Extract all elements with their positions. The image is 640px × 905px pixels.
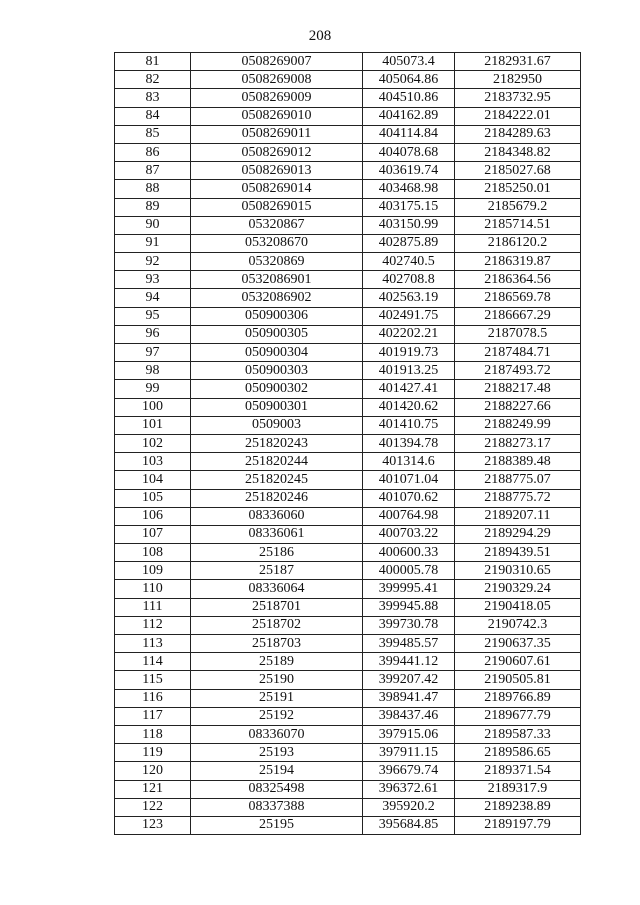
point-number-cell: 122	[115, 798, 191, 816]
point-number-cell: 101	[115, 416, 191, 434]
y-coordinate-cell: 2186364.56	[455, 271, 581, 289]
table-row	[115, 53, 581, 71]
y-coordinate-cell: 2184348.82	[455, 143, 581, 161]
point-number-cell: 120	[115, 762, 191, 780]
table-row	[115, 653, 581, 671]
x-coordinate-cell: 401420.62	[363, 398, 455, 416]
point-id-cell: 0532086901	[191, 271, 363, 289]
table-row	[115, 107, 581, 125]
y-coordinate-cell: 2182931.67	[455, 53, 581, 71]
x-coordinate-cell: 403150.99	[363, 216, 455, 234]
y-coordinate-cell: 2189439.51	[455, 544, 581, 562]
coordinates-table-body	[115, 53, 581, 835]
y-coordinate-cell: 2188389.48	[455, 453, 581, 471]
table-row	[115, 598, 581, 616]
x-coordinate-cell: 401919.73	[363, 344, 455, 362]
table-row	[115, 289, 581, 307]
point-id-cell: 050900301	[191, 398, 363, 416]
y-coordinate-cell: 2186569.78	[455, 289, 581, 307]
table-row	[115, 635, 581, 653]
table-row	[115, 89, 581, 107]
point-id-cell: 251820243	[191, 434, 363, 452]
point-id-cell: 0508269015	[191, 198, 363, 216]
point-id-cell: 251820246	[191, 489, 363, 507]
table-row	[115, 434, 581, 452]
y-coordinate-cell: 2189587.33	[455, 725, 581, 743]
point-id-cell: 251820244	[191, 453, 363, 471]
table-row	[115, 580, 581, 598]
x-coordinate-cell: 401314.6	[363, 453, 455, 471]
y-coordinate-cell: 2187078.5	[455, 325, 581, 343]
table-row	[115, 798, 581, 816]
y-coordinate-cell: 2187484.71	[455, 344, 581, 362]
y-coordinate-cell: 2184222.01	[455, 107, 581, 125]
table-row	[115, 544, 581, 562]
x-coordinate-cell: 404162.89	[363, 107, 455, 125]
page-number: 208	[308, 28, 332, 44]
table-row	[115, 362, 581, 380]
point-number-cell: 102	[115, 434, 191, 452]
table-row	[115, 234, 581, 252]
point-id-cell: 08336070	[191, 725, 363, 743]
point-number-cell: 85	[115, 125, 191, 143]
point-number-cell: 114	[115, 653, 191, 671]
y-coordinate-cell: 2189197.79	[455, 816, 581, 834]
table-row	[115, 180, 581, 198]
point-number-cell: 90	[115, 216, 191, 234]
x-coordinate-cell: 399945.88	[363, 598, 455, 616]
point-id-cell: 0508269011	[191, 125, 363, 143]
x-coordinate-cell: 401071.04	[363, 471, 455, 489]
table-row	[115, 398, 581, 416]
x-coordinate-cell: 396372.61	[363, 780, 455, 798]
table-row	[115, 344, 581, 362]
point-number-cell: 98	[115, 362, 191, 380]
table-row	[115, 125, 581, 143]
table-row	[115, 507, 581, 525]
point-id-cell: 050900303	[191, 362, 363, 380]
point-id-cell: 050900306	[191, 307, 363, 325]
point-id-cell: 2518703	[191, 635, 363, 653]
point-id-cell: 08336064	[191, 580, 363, 598]
x-coordinate-cell: 405064.86	[363, 71, 455, 89]
y-coordinate-cell: 2190607.61	[455, 653, 581, 671]
table-row	[115, 162, 581, 180]
table-row	[115, 762, 581, 780]
point-number-cell: 82	[115, 71, 191, 89]
x-coordinate-cell: 399207.42	[363, 671, 455, 689]
table-row	[115, 380, 581, 398]
y-coordinate-cell: 2186319.87	[455, 253, 581, 271]
table-row	[115, 307, 581, 325]
table-row	[115, 725, 581, 743]
x-coordinate-cell: 403468.98	[363, 180, 455, 198]
x-coordinate-cell: 401427.41	[363, 380, 455, 398]
x-coordinate-cell: 400600.33	[363, 544, 455, 562]
table-row	[115, 143, 581, 161]
table-row	[115, 689, 581, 707]
point-number-cell: 123	[115, 816, 191, 834]
y-coordinate-cell: 2182950	[455, 71, 581, 89]
point-id-cell: 2518702	[191, 616, 363, 634]
point-number-cell: 81	[115, 53, 191, 71]
y-coordinate-cell: 2190329.24	[455, 580, 581, 598]
point-number-cell: 100	[115, 398, 191, 416]
table-row	[115, 616, 581, 634]
x-coordinate-cell: 404114.84	[363, 125, 455, 143]
point-id-cell: 08337388	[191, 798, 363, 816]
table-row	[115, 707, 581, 725]
y-coordinate-cell: 2190505.81	[455, 671, 581, 689]
point-id-cell: 050900302	[191, 380, 363, 398]
point-id-cell: 25186	[191, 544, 363, 562]
point-number-cell: 86	[115, 143, 191, 161]
y-coordinate-cell: 2187493.72	[455, 362, 581, 380]
table-row	[115, 671, 581, 689]
x-coordinate-cell: 399485.57	[363, 635, 455, 653]
point-id-cell: 0532086902	[191, 289, 363, 307]
x-coordinate-cell: 395920.2	[363, 798, 455, 816]
y-coordinate-cell: 2189317.9	[455, 780, 581, 798]
point-number-cell: 104	[115, 471, 191, 489]
y-coordinate-cell: 2186120.2	[455, 234, 581, 252]
point-id-cell: 0508269012	[191, 143, 363, 161]
point-id-cell: 0509003	[191, 416, 363, 434]
point-number-cell: 95	[115, 307, 191, 325]
table-row	[115, 744, 581, 762]
point-id-cell: 0508269014	[191, 180, 363, 198]
y-coordinate-cell: 2185714.51	[455, 216, 581, 234]
y-coordinate-cell: 2185027.68	[455, 162, 581, 180]
y-coordinate-cell: 2188775.72	[455, 489, 581, 507]
point-number-cell: 88	[115, 180, 191, 198]
y-coordinate-cell: 2190637.35	[455, 635, 581, 653]
y-coordinate-cell: 2189371.54	[455, 762, 581, 780]
y-coordinate-cell: 2185250.01	[455, 180, 581, 198]
y-coordinate-cell: 2190742.3	[455, 616, 581, 634]
point-number-cell: 103	[115, 453, 191, 471]
table-row	[115, 253, 581, 271]
point-id-cell: 25189	[191, 653, 363, 671]
x-coordinate-cell: 396679.74	[363, 762, 455, 780]
x-coordinate-cell: 401913.25	[363, 362, 455, 380]
x-coordinate-cell: 404510.86	[363, 89, 455, 107]
y-coordinate-cell: 2189586.65	[455, 744, 581, 762]
point-number-cell: 106	[115, 507, 191, 525]
x-coordinate-cell: 402491.75	[363, 307, 455, 325]
point-number-cell: 84	[115, 107, 191, 125]
point-number-cell: 96	[115, 325, 191, 343]
table-row	[115, 489, 581, 507]
point-number-cell: 83	[115, 89, 191, 107]
point-id-cell: 053208670	[191, 234, 363, 252]
point-id-cell: 25192	[191, 707, 363, 725]
y-coordinate-cell: 2189294.29	[455, 525, 581, 543]
point-number-cell: 118	[115, 725, 191, 743]
table-row	[115, 471, 581, 489]
y-coordinate-cell: 2188227.66	[455, 398, 581, 416]
point-number-cell: 111	[115, 598, 191, 616]
point-id-cell: 251820245	[191, 471, 363, 489]
point-id-cell: 0508269009	[191, 89, 363, 107]
y-coordinate-cell: 2188217.48	[455, 380, 581, 398]
y-coordinate-cell: 2190310.65	[455, 562, 581, 580]
point-number-cell: 119	[115, 744, 191, 762]
y-coordinate-cell: 2183732.95	[455, 89, 581, 107]
point-number-cell: 109	[115, 562, 191, 580]
x-coordinate-cell: 398437.46	[363, 707, 455, 725]
x-coordinate-cell: 405073.4	[363, 53, 455, 71]
point-id-cell: 0508269010	[191, 107, 363, 125]
y-coordinate-cell: 2184289.63	[455, 125, 581, 143]
table-row	[115, 416, 581, 434]
point-number-cell: 105	[115, 489, 191, 507]
point-id-cell: 08325498	[191, 780, 363, 798]
point-id-cell: 05320867	[191, 216, 363, 234]
table-row	[115, 71, 581, 89]
table-row	[115, 198, 581, 216]
y-coordinate-cell: 2186667.29	[455, 307, 581, 325]
y-coordinate-cell: 2189677.79	[455, 707, 581, 725]
point-id-cell: 050900305	[191, 325, 363, 343]
x-coordinate-cell: 395684.85	[363, 816, 455, 834]
x-coordinate-cell: 402563.19	[363, 289, 455, 307]
table-row	[115, 216, 581, 234]
point-number-cell: 94	[115, 289, 191, 307]
x-coordinate-cell: 399441.12	[363, 653, 455, 671]
x-coordinate-cell: 397911.15	[363, 744, 455, 762]
y-coordinate-cell: 2189238.89	[455, 798, 581, 816]
table-row	[115, 525, 581, 543]
point-number-cell: 93	[115, 271, 191, 289]
point-id-cell: 25187	[191, 562, 363, 580]
point-number-cell: 99	[115, 380, 191, 398]
point-number-cell: 121	[115, 780, 191, 798]
coordinates-table	[114, 52, 581, 835]
x-coordinate-cell: 403175.15	[363, 198, 455, 216]
point-id-cell: 25193	[191, 744, 363, 762]
point-id-cell: 2518701	[191, 598, 363, 616]
point-number-cell: 107	[115, 525, 191, 543]
x-coordinate-cell: 399730.78	[363, 616, 455, 634]
y-coordinate-cell: 2188249.99	[455, 416, 581, 434]
point-id-cell: 0508269008	[191, 71, 363, 89]
point-number-cell: 115	[115, 671, 191, 689]
point-id-cell: 0508269007	[191, 53, 363, 71]
y-coordinate-cell: 2190418.05	[455, 598, 581, 616]
table-row	[115, 562, 581, 580]
point-number-cell: 91	[115, 234, 191, 252]
point-id-cell: 08336060	[191, 507, 363, 525]
point-number-cell: 116	[115, 689, 191, 707]
point-number-cell: 97	[115, 344, 191, 362]
y-coordinate-cell: 2189766.89	[455, 689, 581, 707]
table-row	[115, 325, 581, 343]
point-number-cell: 108	[115, 544, 191, 562]
point-number-cell: 117	[115, 707, 191, 725]
x-coordinate-cell: 402875.89	[363, 234, 455, 252]
x-coordinate-cell: 401410.75	[363, 416, 455, 434]
point-number-cell: 87	[115, 162, 191, 180]
table-row	[115, 780, 581, 798]
table-row	[115, 453, 581, 471]
point-id-cell: 05320869	[191, 253, 363, 271]
x-coordinate-cell: 400764.98	[363, 507, 455, 525]
x-coordinate-cell: 400703.22	[363, 525, 455, 543]
point-number-cell: 92	[115, 253, 191, 271]
y-coordinate-cell: 2185679.2	[455, 198, 581, 216]
point-id-cell: 25191	[191, 689, 363, 707]
x-coordinate-cell: 401070.62	[363, 489, 455, 507]
y-coordinate-cell: 2188273.17	[455, 434, 581, 452]
point-number-cell: 112	[115, 616, 191, 634]
x-coordinate-cell: 403619.74	[363, 162, 455, 180]
table-row	[115, 816, 581, 834]
point-id-cell: 25195	[191, 816, 363, 834]
x-coordinate-cell: 398941.47	[363, 689, 455, 707]
point-id-cell: 25190	[191, 671, 363, 689]
point-id-cell: 25194	[191, 762, 363, 780]
point-number-cell: 89	[115, 198, 191, 216]
point-id-cell: 050900304	[191, 344, 363, 362]
table-row	[115, 271, 581, 289]
y-coordinate-cell: 2188775.07	[455, 471, 581, 489]
point-number-cell: 113	[115, 635, 191, 653]
x-coordinate-cell: 401394.78	[363, 434, 455, 452]
x-coordinate-cell: 402202.21	[363, 325, 455, 343]
point-number-cell: 110	[115, 580, 191, 598]
x-coordinate-cell: 402740.5	[363, 253, 455, 271]
x-coordinate-cell: 404078.68	[363, 143, 455, 161]
x-coordinate-cell: 397915.06	[363, 725, 455, 743]
y-coordinate-cell: 2189207.11	[455, 507, 581, 525]
x-coordinate-cell: 400005.78	[363, 562, 455, 580]
x-coordinate-cell: 402708.8	[363, 271, 455, 289]
point-id-cell: 0508269013	[191, 162, 363, 180]
x-coordinate-cell: 399995.41	[363, 580, 455, 598]
point-id-cell: 08336061	[191, 525, 363, 543]
